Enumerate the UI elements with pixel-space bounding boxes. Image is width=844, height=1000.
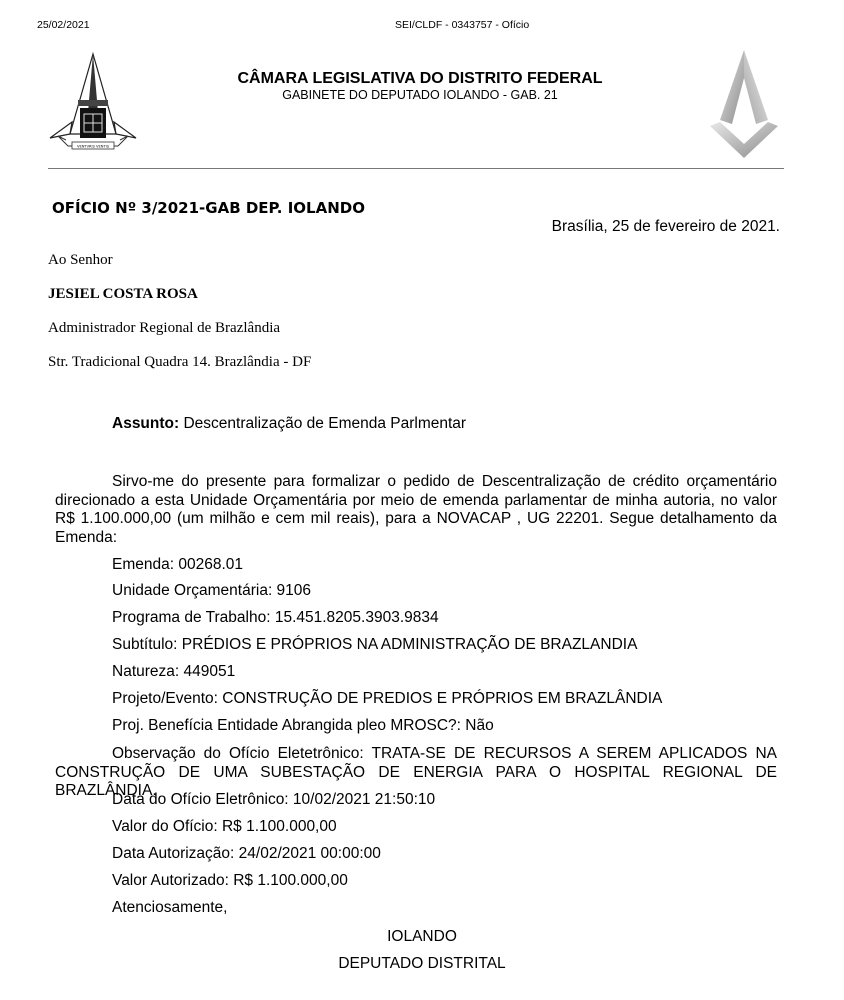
detail-valor-autorizado: Valor Autorizado: R$ 1.100.000,00: [112, 872, 348, 889]
recipient-salutation: Ao Senhor: [48, 252, 113, 268]
subject-label: Assunto:: [112, 415, 180, 432]
recipient-name: JESIEL COSTA ROSA: [48, 286, 198, 302]
detail-data-autorizacao: Data Autorização: 24/02/2021 00:00:00: [112, 845, 381, 862]
observation: Observação do Ofício Eletetrônico: TRATA-SE DE RECURSOS A SEREM APLICADOS NA CONSTRUÇÃO DE UMA SUBESTAÇÃO DE ENERGIA PARA O HOSPITAL REGIONAL DE BRAZLÂNDIA.: [55, 745, 777, 799]
document-id: SEI/CLDF - 0343757 - Ofício: [395, 19, 530, 31]
letterhead-subtitle: GABINETE DO DEPUTADO IOLANDO - GAB. 21: [282, 88, 558, 102]
recipient-role: Administrador Regional de Brazlândia: [48, 320, 281, 336]
signature-title: DEPUTADO DISTRITAL: [338, 955, 506, 972]
detail-data-oficio: Data do Ofício Eletrônico: 10/02/2021 21:50:10: [112, 791, 436, 808]
subject-text: Descentralização de Emenda Parlmentar: [183, 415, 467, 432]
cldf-emblem-logo: [704, 48, 784, 160]
recipient-address: Str. Tradicional Quadra 14. Brazlândia - DF: [48, 354, 312, 370]
letterhead-title: CÂMARA LEGISLATIVA DO DISTRITO FEDERAL: [237, 70, 603, 87]
svg-text:VENTVRIS VENTIS: VENTVRIS VENTIS: [76, 144, 110, 149]
detail-unidade-orcamentaria: Unidade Orçamentária: 9106: [112, 582, 312, 599]
detail-projeto-evento: Projeto/Evento: CONSTRUÇÃO DE PREDIOS E PRÓPRIOS EM BRAZLÂNDIA: [112, 690, 663, 707]
detail-emenda: Emenda: 00268.01: [112, 556, 243, 573]
print-date: 25/02/2021: [37, 19, 90, 31]
closing: Atenciosamente,: [112, 899, 228, 916]
subject-line: [112, 415, 466, 433]
body-paragraph: Sirvo-me do presente para formalizar o pedido de Descentralização de crédito orçamentário direcionado a esta Unidade Orçamentária por meio de emenda parlamentar de minha autoria, no valor R$ 1.100.000,00 (um milhão e cem mil reais), para a NOVACAP , UG 22201. Segue detalhamento da Emenda:: [55, 473, 777, 546]
signature-name: IOLANDO: [387, 928, 457, 945]
detail-valor-oficio: Valor do Ofício: R$ 1.100.000,00: [112, 818, 337, 835]
detail-programa-trabalho: Programa de Trabalho: 15.451.8205.3903.9834: [112, 609, 439, 626]
header-divider: [48, 168, 784, 169]
detail-natureza: Natureza: 449051: [112, 663, 236, 680]
brasilia-coat-of-arms-logo: [48, 52, 138, 162]
detail-mrosc: Proj. Benefícia Entidade Abrangida pleo MROSC?: Não: [112, 717, 494, 734]
oficio-number: OFÍCIO Nº 3/2021-GAB DEP. IOLANDO: [52, 199, 365, 217]
place-date: Brasília, 25 de fevereiro de 2021.: [551, 218, 780, 235]
detail-subtitulo: Subtítulo: PRÉDIOS E PRÓPRIOS NA ADMINISTRAÇÃO DE BRAZLANDIA: [112, 636, 638, 653]
